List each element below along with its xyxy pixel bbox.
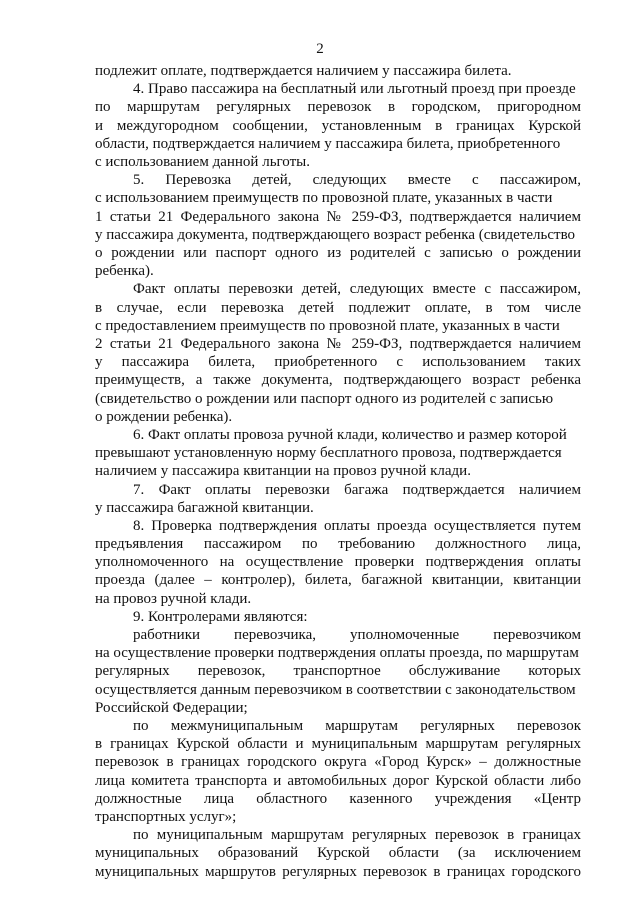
text-line: в границах Курской области и муниципальным маршрутам регулярных: [95, 736, 581, 753]
text-line: с использованием данной льготы.: [95, 153, 310, 170]
text-line: проезда (далее – контролер), билета, багажной квитанции, квитанции: [95, 572, 581, 589]
paragraph-5-start: 5. Перевозка детей, следующих вместе с пассажиром,: [133, 172, 581, 189]
text-line: уполномоченного на осуществление проверки подтверждения оплаты: [95, 554, 581, 571]
text-line: у пассажира документа, подтверждающего возраст ребенка (свидетельство: [95, 226, 576, 243]
text-line: на провоз ручной клади.: [95, 590, 252, 607]
text-line: и междугородном сообщении, установленным в границах Курской: [95, 117, 581, 134]
text-line: 2 статьи 21 Федерального закона № 259-ФЗ, подтверждается наличием: [95, 335, 581, 352]
text-line: превышают установленную норму бесплатного провоза, подтверждается: [95, 445, 562, 462]
text-line: о рождении или паспорт одного из родителей с записью о рождении: [95, 244, 581, 261]
text-line: предъявления пассажиром по требованию должностного лица,: [95, 536, 581, 553]
text-line: наличием у пассажира квитанции на провоз ручной клади.: [95, 463, 471, 480]
text-line: 1 статьи 21 Федерального закона № 259-ФЗ, подтверждается наличием: [95, 208, 581, 225]
text-line: области, подтверждается наличием у пассажира билета, приобретенного: [95, 135, 561, 152]
paragraph-fact-start: Факт оплаты перевозки детей, следующих вместе с пассажиром,: [133, 281, 581, 298]
text-line: работники перевозчика, уполномоченные перевозчиком: [133, 627, 581, 644]
text-line: в случае, если перевозка детей подлежит оплате, в том числе: [95, 299, 581, 316]
text-line: у пассажира багажной квитанции.: [95, 499, 314, 516]
text-line: по муниципальным маршрутам регулярных перевозок в границах: [133, 827, 581, 844]
paragraph-7-start: 7. Факт оплаты перевозки багажа подтверждается наличием: [133, 481, 581, 498]
page-number: 2: [316, 41, 324, 57]
text-line: муниципальных образований Курской области (за исключением: [95, 845, 581, 862]
text-line: транспортных услуг»;: [95, 808, 237, 825]
text-line: о рождении ребенка).: [95, 408, 233, 425]
text-line: Российской Федерации;: [95, 699, 248, 716]
text-line: лица комитета транспорта и автомобильных дорог Курской области либо: [95, 772, 581, 789]
text-line: осуществляется данным перевозчиком в соответствии с законодательством: [95, 681, 576, 698]
text-line: с предоставлением преимуществ по провозной плате, указанных в части: [95, 317, 560, 334]
text-line: по маршрутам регулярных перевозок в городском, пригородном: [95, 99, 581, 116]
text-line: (свидетельство о рождении или паспорт одного из родителей с записью: [95, 390, 554, 407]
paragraph-6-start: 6. Факт оплаты провоза ручной клади, количество и размер которой: [133, 426, 567, 443]
text-line: у пассажира билета, приобретенного с использованием таких: [95, 354, 581, 371]
text-line: подлежит оплате, подтверждается наличием у пассажира билета.: [95, 63, 512, 79]
text-line: с использованием преимуществ по провозной плате, указанных в части: [95, 190, 553, 207]
paragraph-4-start: 4. Право пассажира на бесплатный или льготный проезд при проезде: [133, 81, 576, 98]
text-line: по межмуниципальным маршрутам регулярных перевозок: [133, 718, 581, 735]
text-line: преимуществ, а также документа, подтверждающего возраст ребенка: [95, 372, 581, 389]
text-line: должностные лица областного казенного учреждения «Центр: [95, 790, 581, 807]
text-line: перевозок в границах городского округа «Город Курск» – должностные: [95, 754, 581, 771]
paragraph-8-start: 8. Проверка подтверждения оплаты проезда осуществляется путем: [133, 517, 581, 534]
text-line: ребенка).: [95, 263, 154, 280]
text-line: муниципальных маршрутов регулярных перевозок в границах городского: [95, 863, 581, 880]
document-body: [95, 62, 581, 881]
paragraph-9-start: 9. Контролерами являются:: [133, 608, 308, 625]
text-line: регулярных перевозок, транспортное обслуживание которых: [95, 663, 581, 680]
text-line: на осуществление проверки подтверждения оплаты проезда, по маршрутам: [95, 645, 579, 662]
